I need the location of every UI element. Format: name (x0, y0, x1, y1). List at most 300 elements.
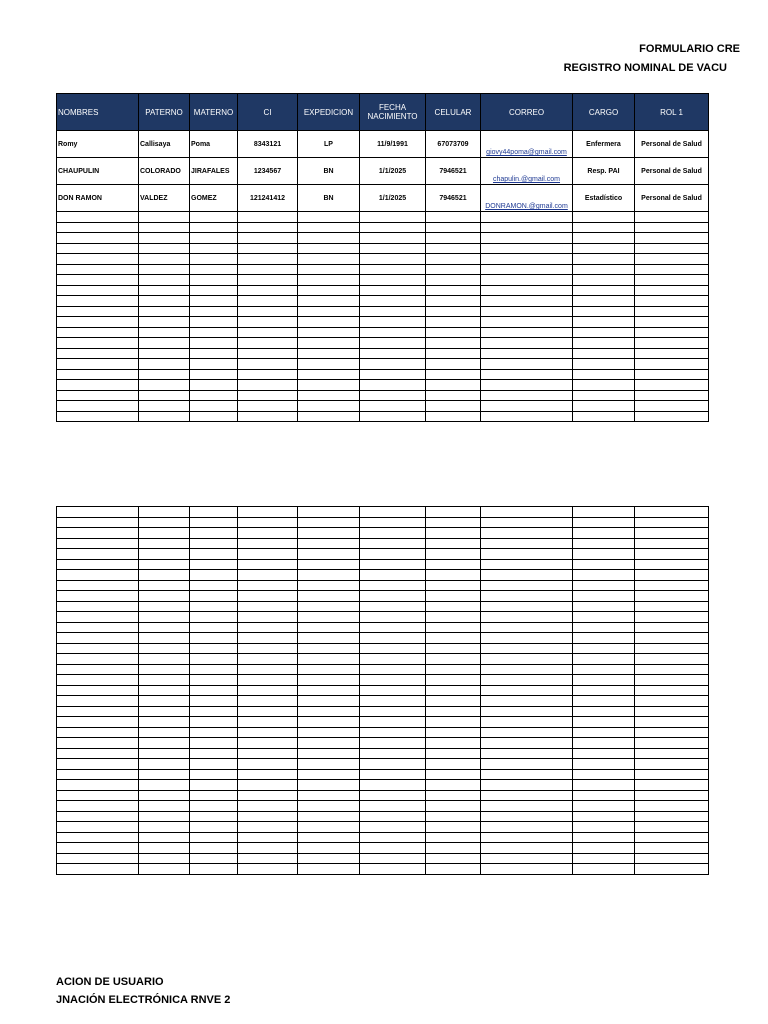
empty-cell[interactable] (635, 243, 709, 254)
empty-cell[interactable] (360, 538, 426, 549)
empty-cell[interactable] (190, 622, 238, 633)
empty-cell[interactable] (426, 801, 481, 812)
empty-cell[interactable] (238, 727, 298, 738)
empty-cell[interactable] (298, 769, 360, 780)
empty-cell[interactable] (190, 559, 238, 570)
empty-cell[interactable] (426, 580, 481, 591)
empty-cell[interactable] (139, 748, 190, 759)
empty-cell[interactable] (190, 822, 238, 833)
empty-cell[interactable] (635, 380, 709, 391)
cell-nombres[interactable]: Romy (57, 131, 139, 158)
empty-cell[interactable] (298, 254, 360, 265)
empty-cell[interactable] (426, 275, 481, 286)
empty-cell[interactable] (57, 675, 139, 686)
empty-cell[interactable] (426, 296, 481, 307)
empty-cell[interactable] (573, 769, 635, 780)
empty-cell[interactable] (360, 843, 426, 854)
empty-cell[interactable] (238, 643, 298, 654)
empty-cell[interactable] (57, 727, 139, 738)
empty-cell[interactable] (298, 612, 360, 623)
empty-cell[interactable] (426, 748, 481, 759)
empty-cell[interactable] (238, 528, 298, 539)
empty-cell[interactable] (481, 359, 573, 370)
empty-cell[interactable] (57, 359, 139, 370)
empty-cell[interactable] (573, 622, 635, 633)
empty-cell[interactable] (298, 549, 360, 560)
empty-cell[interactable] (635, 296, 709, 307)
empty-cell[interactable] (426, 843, 481, 854)
empty-cell[interactable] (635, 612, 709, 623)
empty-cell[interactable] (426, 612, 481, 623)
empty-cell[interactable] (238, 411, 298, 422)
empty-cell[interactable] (298, 622, 360, 633)
empty-cell[interactable] (635, 675, 709, 686)
empty-cell[interactable] (298, 296, 360, 307)
empty-cell[interactable] (190, 254, 238, 265)
empty-cell[interactable] (481, 748, 573, 759)
empty-cell[interactable] (238, 254, 298, 265)
empty-cell[interactable] (57, 696, 139, 707)
empty-cell[interactable] (635, 285, 709, 296)
empty-cell[interactable] (573, 390, 635, 401)
empty-cell[interactable] (139, 843, 190, 854)
empty-cell[interactable] (298, 748, 360, 759)
empty-cell[interactable] (238, 706, 298, 717)
empty-cell[interactable] (57, 390, 139, 401)
empty-cell[interactable] (635, 338, 709, 349)
empty-cell[interactable] (238, 633, 298, 644)
empty-cell[interactable] (139, 654, 190, 665)
empty-cell[interactable] (298, 706, 360, 717)
empty-cell[interactable] (139, 285, 190, 296)
empty-cell[interactable] (57, 811, 139, 822)
empty-cell[interactable] (139, 822, 190, 833)
cell-correo[interactable] (481, 131, 573, 158)
empty-cell[interactable] (190, 233, 238, 244)
empty-cell[interactable] (57, 338, 139, 349)
empty-cell[interactable] (298, 790, 360, 801)
empty-cell[interactable] (139, 390, 190, 401)
empty-cell[interactable] (190, 591, 238, 602)
empty-cell[interactable] (635, 212, 709, 223)
empty-cell[interactable] (238, 390, 298, 401)
empty-cell[interactable] (298, 369, 360, 380)
empty-cell[interactable] (238, 212, 298, 223)
empty-cell[interactable] (426, 759, 481, 770)
empty-cell[interactable] (360, 601, 426, 612)
empty-cell[interactable] (426, 212, 481, 223)
empty-cell[interactable] (481, 222, 573, 233)
empty-cell[interactable] (426, 622, 481, 633)
empty-cell[interactable] (298, 538, 360, 549)
empty-cell[interactable] (426, 390, 481, 401)
empty-cell[interactable] (481, 759, 573, 770)
empty-cell[interactable] (190, 685, 238, 696)
empty-cell[interactable] (57, 401, 139, 412)
empty-cell[interactable] (139, 622, 190, 633)
cell-ci[interactable]: 8343121 (238, 131, 298, 158)
empty-cell[interactable] (139, 507, 190, 518)
empty-cell[interactable] (298, 401, 360, 412)
empty-cell[interactable] (635, 264, 709, 275)
empty-cell[interactable] (481, 832, 573, 843)
empty-cell[interactable] (481, 801, 573, 812)
empty-cell[interactable] (573, 717, 635, 728)
empty-cell[interactable] (298, 811, 360, 822)
empty-cell[interactable] (360, 338, 426, 349)
empty-cell[interactable] (238, 517, 298, 528)
empty-cell[interactable] (139, 801, 190, 812)
empty-cell[interactable] (481, 306, 573, 317)
empty-cell[interactable] (57, 507, 139, 518)
empty-cell[interactable] (298, 717, 360, 728)
empty-cell[interactable] (426, 327, 481, 338)
empty-cell[interactable] (139, 612, 190, 623)
empty-cell[interactable] (139, 559, 190, 570)
cell-cargo[interactable]: Enfermera (573, 131, 635, 158)
cell-celular[interactable]: 67073709 (426, 131, 481, 158)
empty-cell[interactable] (139, 528, 190, 539)
empty-cell[interactable] (360, 517, 426, 528)
empty-cell[interactable] (360, 254, 426, 265)
empty-cell[interactable] (298, 801, 360, 812)
empty-cell[interactable] (481, 601, 573, 612)
empty-cell[interactable] (298, 317, 360, 328)
empty-cell[interactable] (139, 549, 190, 560)
empty-cell[interactable] (238, 864, 298, 875)
empty-cell[interactable] (298, 222, 360, 233)
empty-cell[interactable] (635, 780, 709, 791)
empty-cell[interactable] (360, 832, 426, 843)
empty-cell[interactable] (360, 285, 426, 296)
empty-cell[interactable] (190, 401, 238, 412)
empty-cell[interactable] (57, 264, 139, 275)
empty-cell[interactable] (635, 327, 709, 338)
empty-cell[interactable] (481, 285, 573, 296)
empty-cell[interactable] (481, 507, 573, 518)
empty-cell[interactable] (360, 759, 426, 770)
empty-cell[interactable] (57, 380, 139, 391)
empty-cell[interactable] (635, 570, 709, 581)
empty-cell[interactable] (298, 285, 360, 296)
empty-cell[interactable] (139, 538, 190, 549)
empty-cell[interactable] (190, 832, 238, 843)
empty-cell[interactable] (481, 275, 573, 286)
empty-cell[interactable] (573, 233, 635, 244)
empty-cell[interactable] (139, 254, 190, 265)
empty-cell[interactable] (238, 580, 298, 591)
empty-cell[interactable] (139, 811, 190, 822)
empty-cell[interactable] (635, 853, 709, 864)
empty-cell[interactable] (360, 233, 426, 244)
empty-cell[interactable] (57, 822, 139, 833)
empty-cell[interactable] (57, 706, 139, 717)
empty-cell[interactable] (57, 738, 139, 749)
cell-ci[interactable]: 1234567 (238, 158, 298, 185)
empty-cell[interactable] (139, 411, 190, 422)
empty-cell[interactable] (426, 822, 481, 833)
empty-cell[interactable] (573, 790, 635, 801)
empty-cell[interactable] (238, 853, 298, 864)
empty-cell[interactable] (481, 675, 573, 686)
cell-rol-1[interactable]: Personal de Salud (635, 158, 709, 185)
empty-cell[interactable] (298, 580, 360, 591)
empty-cell[interactable] (635, 528, 709, 539)
empty-cell[interactable] (481, 843, 573, 854)
empty-cell[interactable] (57, 633, 139, 644)
empty-cell[interactable] (238, 359, 298, 370)
empty-cell[interactable] (573, 369, 635, 380)
empty-cell[interactable] (139, 832, 190, 843)
empty-cell[interactable] (481, 612, 573, 623)
empty-cell[interactable] (635, 538, 709, 549)
empty-cell[interactable] (481, 528, 573, 539)
empty-cell[interactable] (426, 559, 481, 570)
empty-cell[interactable] (190, 285, 238, 296)
empty-cell[interactable] (481, 654, 573, 665)
empty-cell[interactable] (298, 727, 360, 738)
empty-cell[interactable] (573, 780, 635, 791)
empty-cell[interactable] (238, 549, 298, 560)
empty-cell[interactable] (360, 633, 426, 644)
empty-cell[interactable] (426, 306, 481, 317)
empty-cell[interactable] (57, 348, 139, 359)
empty-cell[interactable] (57, 306, 139, 317)
empty-cell[interactable] (190, 549, 238, 560)
empty-cell[interactable] (190, 864, 238, 875)
empty-cell[interactable] (360, 801, 426, 812)
empty-cell[interactable] (481, 822, 573, 833)
empty-cell[interactable] (298, 359, 360, 370)
empty-cell[interactable] (190, 317, 238, 328)
empty-cell[interactable] (57, 580, 139, 591)
empty-cell[interactable] (238, 811, 298, 822)
empty-cell[interactable] (573, 559, 635, 570)
empty-cell[interactable] (360, 369, 426, 380)
empty-cell[interactable] (298, 664, 360, 675)
empty-cell[interactable] (190, 759, 238, 770)
empty-cell[interactable] (57, 780, 139, 791)
empty-cell[interactable] (57, 411, 139, 422)
empty-cell[interactable] (298, 633, 360, 644)
empty-cell[interactable] (190, 633, 238, 644)
empty-cell[interactable] (426, 285, 481, 296)
empty-cell[interactable] (426, 664, 481, 675)
empty-cell[interactable] (481, 327, 573, 338)
empty-cell[interactable] (573, 411, 635, 422)
empty-cell[interactable] (360, 222, 426, 233)
empty-cell[interactable] (360, 664, 426, 675)
empty-cell[interactable] (190, 528, 238, 539)
empty-cell[interactable] (360, 359, 426, 370)
empty-cell[interactable] (57, 717, 139, 728)
empty-cell[interactable] (573, 570, 635, 581)
empty-cell[interactable] (238, 622, 298, 633)
empty-cell[interactable] (238, 559, 298, 570)
email-link[interactable]: DONRAMON.@gmail.com (485, 203, 568, 210)
empty-cell[interactable] (139, 717, 190, 728)
empty-cell[interactable] (573, 685, 635, 696)
empty-cell[interactable] (635, 601, 709, 612)
empty-cell[interactable] (360, 780, 426, 791)
empty-cell[interactable] (481, 338, 573, 349)
empty-cell[interactable] (298, 822, 360, 833)
empty-cell[interactable] (573, 306, 635, 317)
empty-cell[interactable] (238, 222, 298, 233)
empty-cell[interactable] (298, 591, 360, 602)
empty-cell[interactable] (360, 591, 426, 602)
empty-cell[interactable] (190, 643, 238, 654)
empty-cell[interactable] (57, 559, 139, 570)
empty-cell[interactable] (190, 411, 238, 422)
empty-cell[interactable] (57, 601, 139, 612)
empty-cell[interactable] (426, 675, 481, 686)
empty-cell[interactable] (426, 380, 481, 391)
empty-cell[interactable] (238, 570, 298, 581)
empty-cell[interactable] (298, 275, 360, 286)
email-link[interactable]: chapulin.@gmail.com (492, 176, 561, 183)
empty-cell[interactable] (139, 264, 190, 275)
empty-cell[interactable] (190, 696, 238, 707)
empty-cell[interactable] (635, 580, 709, 591)
empty-cell[interactable] (139, 380, 190, 391)
empty-cell[interactable] (190, 738, 238, 749)
empty-cell[interactable] (635, 222, 709, 233)
empty-cell[interactable] (57, 222, 139, 233)
empty-cell[interactable] (635, 549, 709, 560)
cell-paterno[interactable]: Callisaya (139, 131, 190, 158)
empty-cell[interactable] (360, 327, 426, 338)
cell-fecha-nacimiento[interactable]: 1/1/2025 (360, 185, 426, 212)
empty-cell[interactable] (573, 212, 635, 223)
empty-cell[interactable] (635, 233, 709, 244)
empty-cell[interactable] (190, 717, 238, 728)
empty-cell[interactable] (635, 369, 709, 380)
empty-cell[interactable] (360, 748, 426, 759)
empty-cell[interactable] (573, 264, 635, 275)
empty-cell[interactable] (573, 401, 635, 412)
empty-cell[interactable] (190, 769, 238, 780)
empty-cell[interactable] (139, 601, 190, 612)
empty-cell[interactable] (298, 338, 360, 349)
empty-cell[interactable] (573, 643, 635, 654)
empty-cell[interactable] (190, 601, 238, 612)
empty-cell[interactable] (635, 685, 709, 696)
empty-cell[interactable] (298, 675, 360, 686)
empty-cell[interactable] (190, 264, 238, 275)
empty-cell[interactable] (190, 359, 238, 370)
empty-cell[interactable] (573, 601, 635, 612)
empty-cell[interactable] (426, 727, 481, 738)
cell-rol-1[interactable]: Personal de Salud (635, 131, 709, 158)
empty-cell[interactable] (426, 369, 481, 380)
empty-cell[interactable] (360, 507, 426, 518)
empty-cell[interactable] (573, 254, 635, 265)
empty-cell[interactable] (426, 601, 481, 612)
empty-cell[interactable] (238, 275, 298, 286)
empty-cell[interactable] (481, 296, 573, 307)
cell-expedicion[interactable]: BN (298, 158, 360, 185)
empty-cell[interactable] (238, 748, 298, 759)
empty-cell[interactable] (238, 759, 298, 770)
empty-cell[interactable] (139, 327, 190, 338)
empty-cell[interactable] (635, 390, 709, 401)
cell-paterno[interactable]: COLORADO (139, 158, 190, 185)
empty-cell[interactable] (238, 243, 298, 254)
empty-cell[interactable] (481, 380, 573, 391)
empty-cell[interactable] (573, 285, 635, 296)
empty-cell[interactable] (635, 643, 709, 654)
empty-cell[interactable] (635, 843, 709, 854)
empty-cell[interactable] (57, 832, 139, 843)
empty-cell[interactable] (481, 864, 573, 875)
empty-cell[interactable] (360, 864, 426, 875)
empty-cell[interactable] (360, 348, 426, 359)
cell-paterno[interactable]: VALDEZ (139, 185, 190, 212)
empty-cell[interactable] (426, 507, 481, 518)
empty-cell[interactable] (190, 507, 238, 518)
empty-cell[interactable] (298, 643, 360, 654)
empty-cell[interactable] (426, 264, 481, 275)
empty-cell[interactable] (139, 675, 190, 686)
empty-cell[interactable] (426, 317, 481, 328)
empty-cell[interactable] (426, 706, 481, 717)
empty-cell[interactable] (298, 390, 360, 401)
empty-cell[interactable] (139, 359, 190, 370)
empty-cell[interactable] (190, 570, 238, 581)
cell-ci[interactable]: 121241412 (238, 185, 298, 212)
empty-cell[interactable] (57, 591, 139, 602)
empty-cell[interactable] (238, 317, 298, 328)
empty-cell[interactable] (190, 580, 238, 591)
cell-materno[interactable]: Poma (190, 131, 238, 158)
empty-cell[interactable] (635, 832, 709, 843)
cell-correo[interactable] (481, 158, 573, 185)
empty-cell[interactable] (238, 538, 298, 549)
empty-cell[interactable] (238, 664, 298, 675)
empty-cell[interactable] (360, 769, 426, 780)
empty-cell[interactable] (238, 769, 298, 780)
empty-cell[interactable] (481, 411, 573, 422)
empty-cell[interactable] (635, 811, 709, 822)
cell-expedicion[interactable]: BN (298, 185, 360, 212)
empty-cell[interactable] (426, 222, 481, 233)
empty-cell[interactable] (481, 233, 573, 244)
empty-cell[interactable] (573, 801, 635, 812)
empty-cell[interactable] (426, 411, 481, 422)
empty-cell[interactable] (190, 675, 238, 686)
empty-cell[interactable] (481, 401, 573, 412)
empty-cell[interactable] (635, 507, 709, 518)
empty-cell[interactable] (298, 380, 360, 391)
empty-cell[interactable] (426, 254, 481, 265)
empty-cell[interactable] (360, 654, 426, 665)
empty-cell[interactable] (426, 769, 481, 780)
empty-cell[interactable] (57, 243, 139, 254)
empty-cell[interactable] (426, 738, 481, 749)
empty-cell[interactable] (190, 612, 238, 623)
empty-cell[interactable] (190, 338, 238, 349)
empty-cell[interactable] (360, 727, 426, 738)
empty-cell[interactable] (298, 264, 360, 275)
empty-cell[interactable] (238, 822, 298, 833)
empty-cell[interactable] (635, 254, 709, 265)
empty-cell[interactable] (57, 233, 139, 244)
empty-cell[interactable] (481, 633, 573, 644)
empty-cell[interactable] (360, 738, 426, 749)
empty-cell[interactable] (573, 549, 635, 560)
empty-cell[interactable] (57, 549, 139, 560)
